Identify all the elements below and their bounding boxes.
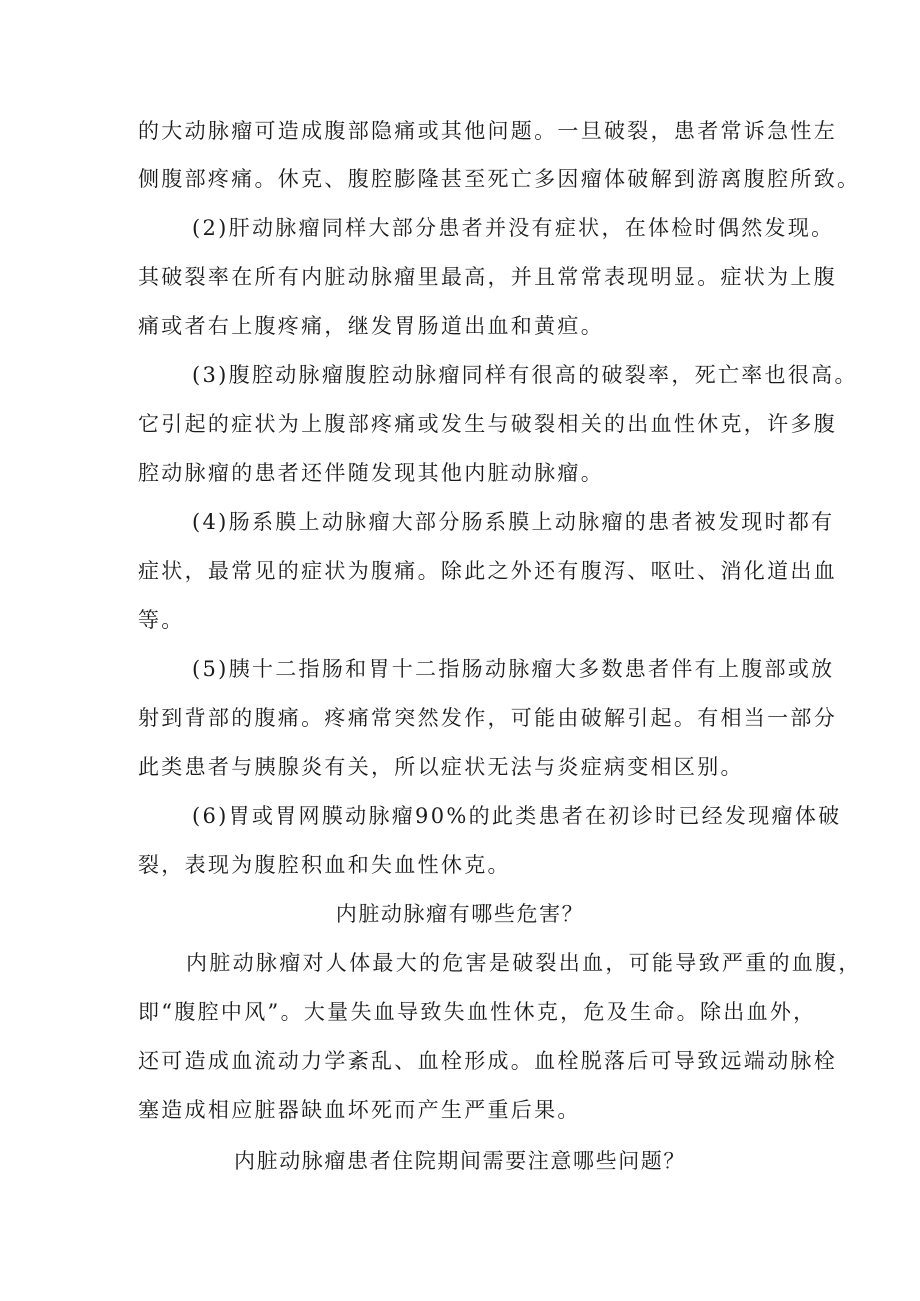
text-line: 塞造成相应脏器缺血坏死而产生严重后果。: [138, 1098, 581, 1122]
text-line: 腔动脉瘤的患者还伴随发现其他内脏动脉瘤。: [138, 461, 604, 485]
text-line: 其破裂率在所有内脏动脉瘤里最高，并且常常表现明显。症状为上腹: [138, 265, 837, 289]
text-line: 还可造成血流动力学紊乱、血栓形成。血栓脱落后可导致远端动脉栓: [138, 1049, 837, 1073]
paragraph-hazards-start: 内脏动脉瘤对人体最大的危害是破裂出血，可能导致严重的血腹，: [186, 951, 862, 975]
paragraph-4-start: (4)肠系膜上动脉瘤大部分肠系膜上动脉瘤的患者被发现时都有: [192, 510, 835, 534]
text-line: 此类患者与胰腺炎有关，所以症状无法与炎症病变相区别。: [138, 755, 744, 779]
section-heading-hazards: 内脏动脉瘤有哪些危害？: [335, 902, 585, 926]
text-line: 痛或者右上腹疼痛，继发胃肠道出血和黄疸。: [138, 314, 604, 338]
text-line: 的大动脉瘤可造成腹部隐痛或其他问题。一旦破裂，患者常诉急性左: [138, 119, 837, 143]
paragraph-6-start: (6)胃或胃网膜动脉瘤90%的此类患者在初诊时已经发现瘤体破: [192, 804, 842, 828]
section-heading-hospital-care: 内脏动脉瘤患者住院期间需要注意哪些问题？: [234, 1149, 686, 1173]
paragraph-2-start: (2)肝动脉瘤同样大部分患者并没有症状，在体检时偶然发现。: [192, 216, 835, 240]
text-line: 裂，表现为腹腔积血和失血性休克。: [138, 853, 511, 877]
text-line: 症状，最常见的症状为腹痛。除此之外还有腹泻、呕吐、消化道出血: [138, 559, 837, 583]
text-line: 它引起的症状为上腹部疼痛或发生与破裂相关的出血性休克，许多腹: [138, 412, 837, 436]
text-line: 侧腹部疼痛。休克、腹腔膨隆甚至死亡多因瘤体破解到游离腹腔所致。: [138, 167, 861, 191]
paragraph-3-start: (3)腹腔动脉瘤腹腔动脉瘤同样有很高的破裂率，死亡率也很高。: [192, 363, 858, 387]
text-line: 即“腹腔中风”。大量失血导致失血性休克，危及生命。除出血外，: [138, 1000, 817, 1024]
text-line: 射到背部的腹痛。疼痛常突然发作，可能由破解引起。有相当一部分: [138, 706, 837, 730]
text-line: 等。: [138, 608, 185, 632]
paragraph-5-start: (5)胰十二指肠和胃十二指肠动脉瘤大多数患者伴有上腹部或放: [192, 657, 835, 681]
